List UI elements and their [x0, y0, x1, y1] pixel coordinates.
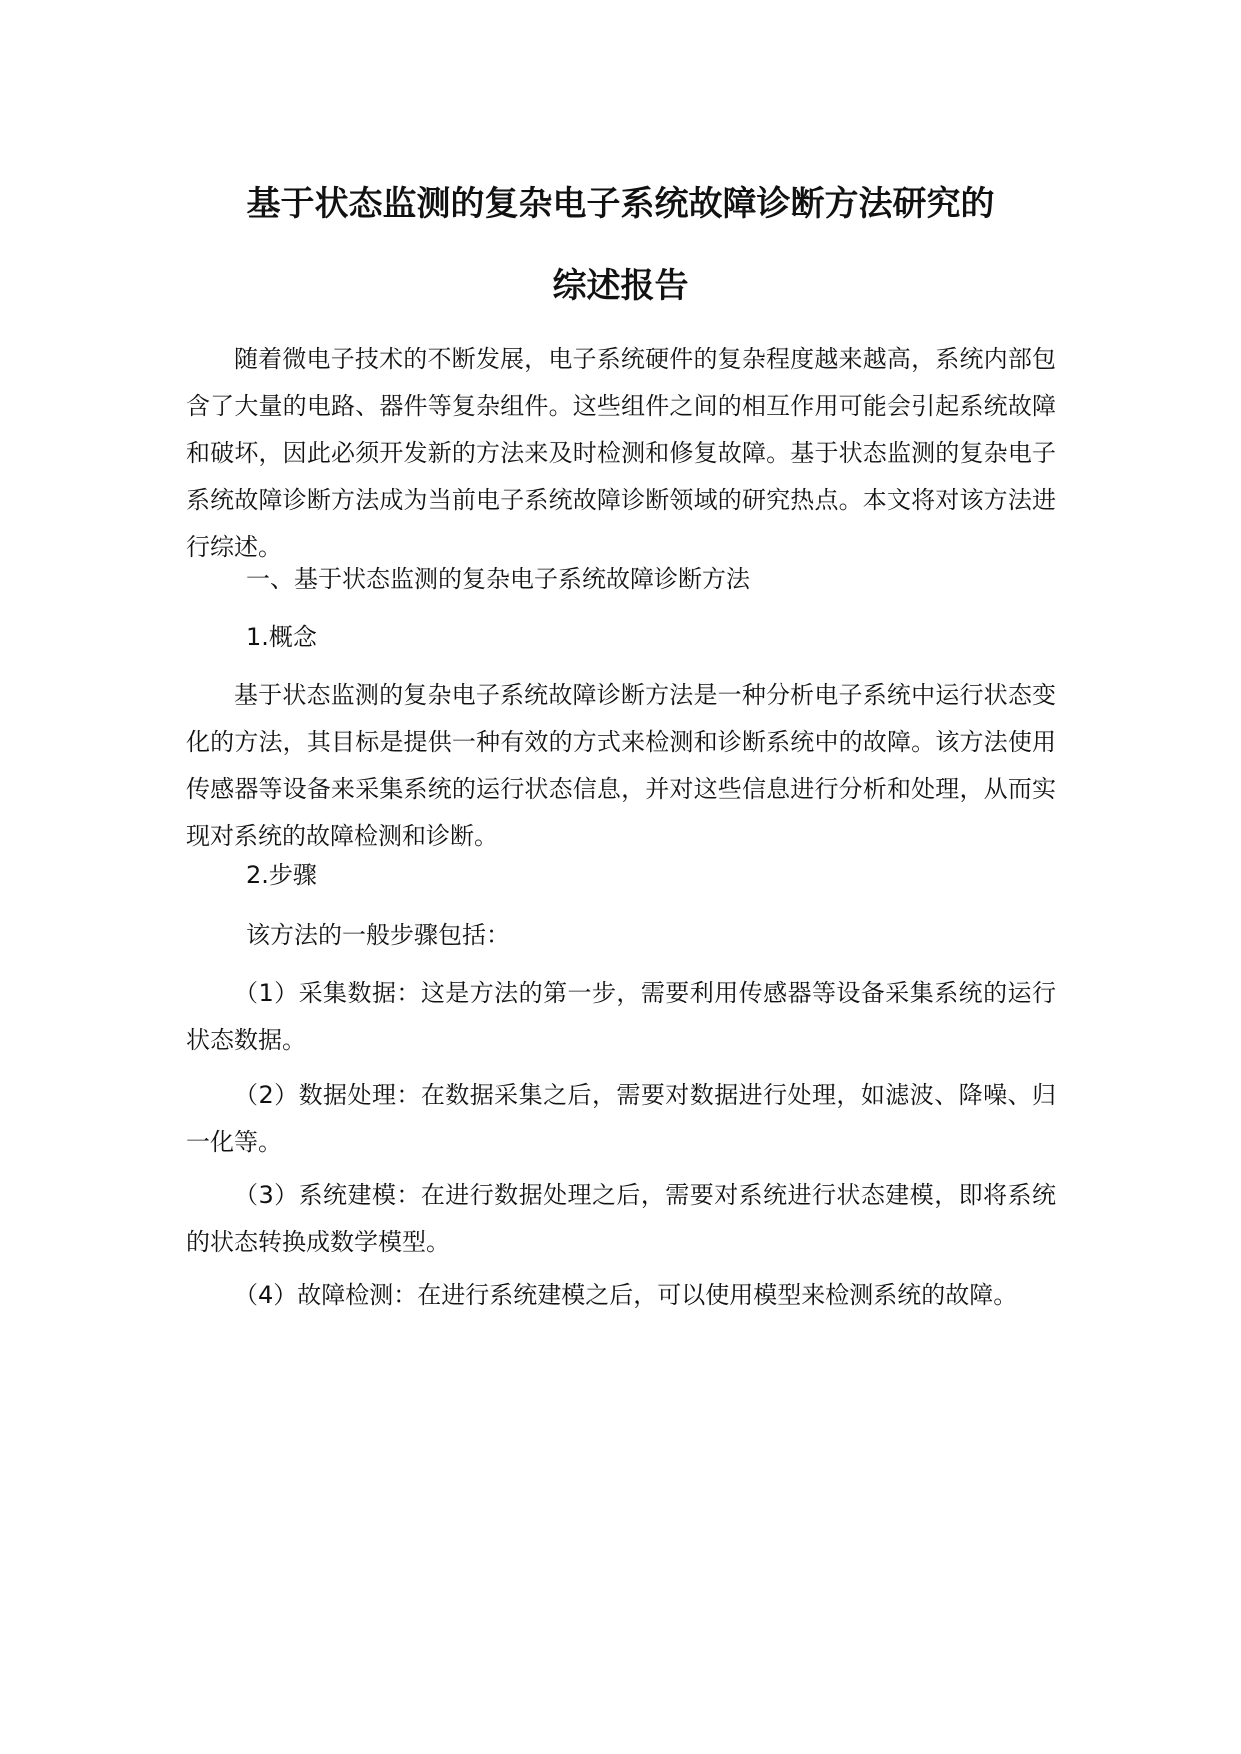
subsection-heading-steps: 2.步骤	[246, 861, 317, 889]
section-heading-1: 一、基于状态监测的复杂电子系统故障诊断方法	[246, 565, 750, 593]
steps-intro: 该方法的一般步骤包括：	[246, 921, 510, 949]
concept-paragraph: 基于状态监测的复杂电子系统故障诊断方法是一种分析电子系统中运行状态变化的方法，其目标是提供一种有效的方式来检测和诊断系统中的故障。该方法使用传感器等设备来采集系统的运行状态信息，并对这些信息进行分析和处理，从而实现对系统的故障检测和诊断。	[186, 681, 1056, 850]
step-item-3: （3）系统建模：在进行数据处理之后，需要对系统进行状态建模，即将系统的状态转换成数学模型。	[186, 1181, 1056, 1256]
intro-paragraph: 随着微电子技术的不断发展，电子系统硬件的复杂程度越来越高，系统内部包含了大量的电路、器件等复杂组件。这些组件之间的相互作用可能会引起系统故障和破坏，因此必须开发新的方法来及时检测和修复故障。基于状态监测的复杂电子系统故障诊断方法成为当前电子系统故障诊断领域的研究热点。本文将对该方法进行综述。	[186, 345, 1056, 561]
step-item-4: （4）故障检测：在进行系统建模之后，可以使用模型来检测系统的故障。	[234, 1281, 1018, 1309]
document-title-line-1: 基于状态监测的复杂电子系统故障诊断方法研究的	[246, 184, 995, 224]
document-title-line-2: 综述报告	[552, 266, 689, 306]
step-item-2: （2）数据处理：在数据采集之后，需要对数据进行处理，如滤波、降噪、归一化等。	[186, 1081, 1056, 1156]
step-item-1: （1）采集数据：这是方法的第一步，需要利用传感器等设备采集系统的运行状态数据。	[186, 979, 1056, 1054]
subsection-heading-concept: 1.概念	[246, 623, 317, 651]
